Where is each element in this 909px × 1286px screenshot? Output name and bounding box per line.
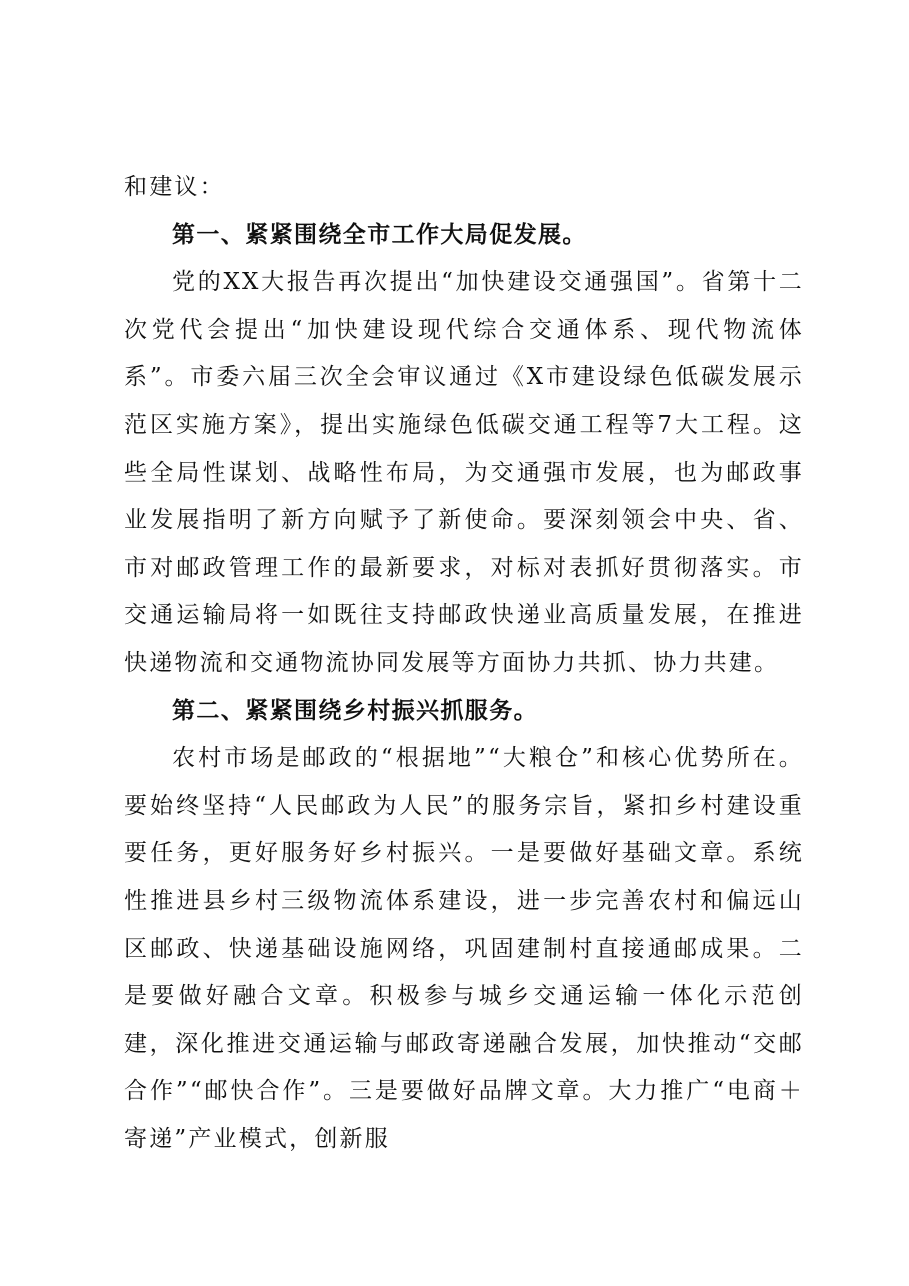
paragraph-section-2: 农村市场是邮政的“根据地”“大粮仓”和核心优势所在。要始终坚持“人民邮政为人民”的服务宗旨，紧扣乡村建设重要任务，更好服务好乡村振兴。一是要做好基础文章。系统性推进县乡村三级物流体系建设，进一步完善农村和偏远山区邮政、快递基础设施网络，巩固建制村直接通邮成果。二是要做好融合文章。积极参与城乡交通运输一体化示范创建，深化推进交通运输与邮政寄递融合发展，加快推动“交邮合作”“邮快合作”。三是要做好品牌文章。大力推广“电商＋寄递”产业模式，创新服 bbox=[124, 745, 804, 1152]
paragraph-intro-tail: 和建议： bbox=[124, 174, 225, 200]
section-heading-1: 第一、紧紧围绕全市工作大局促发展。 bbox=[172, 221, 587, 248]
section-heading-2: 第二、紧紧围绕乡村振兴抓服务。 bbox=[172, 697, 538, 724]
document-body bbox=[124, 164, 804, 1163]
paragraph-section-1: 党的XX大报告再次提出“加快建设交通强国”。省第十二次党代会提出“加快建设现代综合交通体系、现代物流体系”。市委六届三次全会审议通过《X市建设绿色低碳发展示范区实施方案》，提出实施绿色低碳交通工程等7大工程。这些全局性谋划、战略性布局，为交通强市发展，也为邮政事业发展指明了新方向赋予了新使命。要深刻领会中央、省、市对邮政管理工作的最新要求，对标对表抓好贯彻落实。市交通运输局将一如既往支持邮政快递业高质量发展，在推进快递物流和交通物流协同发展等方面协力共抓、协力共建。 bbox=[124, 269, 804, 676]
